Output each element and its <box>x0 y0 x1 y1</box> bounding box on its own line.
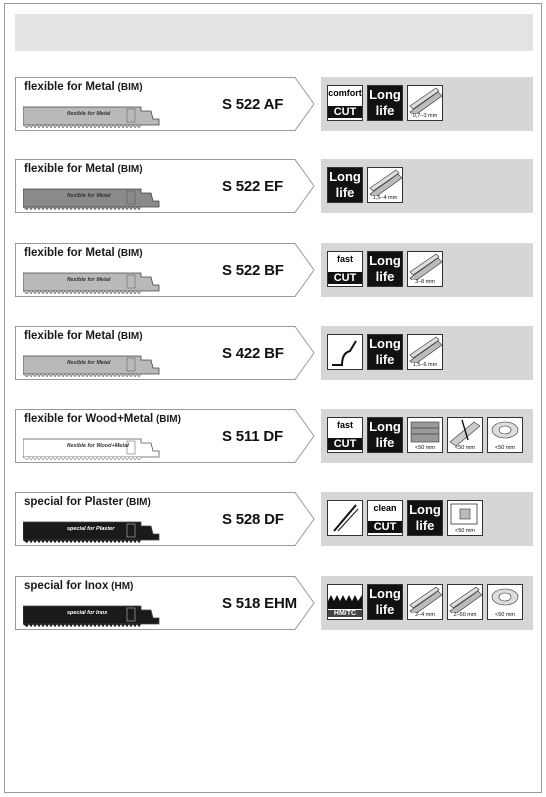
thickness-caption: <50 mm <box>414 445 436 451</box>
blade-code: S 522 EF <box>222 178 283 195</box>
plaster-icon <box>327 500 363 536</box>
material-text: (BIM) <box>123 497 151 508</box>
metal-icon <box>407 85 443 121</box>
board-icon <box>447 500 483 536</box>
feature-text-bottom: life <box>415 518 435 533</box>
blade-row <box>15 409 533 463</box>
long-life-icon <box>367 417 403 453</box>
hm-icon <box>327 584 363 620</box>
blade-print-text: flexible for Metal <box>67 111 111 117</box>
feature-text-bottom: CUT <box>328 106 362 118</box>
thickness-caption: 2–50 mm <box>453 612 477 618</box>
feature-text-top: Long <box>369 586 401 601</box>
long-life-icon <box>327 167 363 203</box>
material-text: (BIM) <box>114 331 143 342</box>
blade-print-text: flexible for Wood+Metal <box>67 443 129 449</box>
blade-family <box>24 247 143 259</box>
feature-text-top: fast <box>336 420 353 430</box>
feature-text-top: Long <box>369 336 401 351</box>
long-life-icon <box>367 334 403 370</box>
saw-blade-image <box>23 97 163 138</box>
family-text: flexible for Metal <box>24 247 115 259</box>
blade-family <box>24 163 143 175</box>
curve-icon <box>327 334 363 370</box>
feature-icons <box>321 243 533 297</box>
long-life-icon <box>407 500 443 536</box>
saw-blade-image <box>23 263 163 304</box>
feature-text-bottom: HM/TC <box>328 610 362 617</box>
blade-code: S 511 DF <box>222 428 283 445</box>
epoxy-icon <box>487 417 523 453</box>
thickness-caption: <50 mm <box>454 445 476 451</box>
saw-blade-image <box>23 512 163 553</box>
feature-text-top: fast <box>336 254 353 264</box>
blade-row <box>15 576 533 630</box>
catalog-page <box>4 3 542 793</box>
blade-row <box>15 159 533 213</box>
feature-text-bottom: life <box>375 435 395 450</box>
long-life-icon <box>367 251 403 287</box>
blade-row <box>15 243 533 297</box>
metal-icon <box>367 167 403 203</box>
cut-feature-icon <box>327 85 363 121</box>
blade-label-box <box>15 77 315 131</box>
metal-icon <box>407 251 443 287</box>
blade-family <box>24 413 181 425</box>
blade-code: S 528 DF <box>222 511 284 528</box>
cut-feature-icon <box>327 251 363 287</box>
thickness-caption: 2–4 mm <box>415 612 435 618</box>
blade-print-text: special for Plaster <box>67 526 115 532</box>
tube-icon <box>447 584 483 620</box>
cut-feature-icon <box>367 500 403 536</box>
material-text: (BIM) <box>114 82 143 93</box>
family-text: flexible for Wood+Metal <box>24 413 154 425</box>
thickness-caption: <50 mm <box>494 445 516 451</box>
family-text: flexible for Metal <box>24 81 115 93</box>
feature-text-bottom: life <box>375 269 395 284</box>
feature-text-top: Long <box>369 253 401 268</box>
thickness-caption: 0,7–3 mm <box>412 113 438 119</box>
feature-icons <box>321 409 533 463</box>
family-text: special for Plaster <box>24 496 124 508</box>
feature-text-bottom: CUT <box>328 272 362 284</box>
metal-icon <box>407 334 443 370</box>
blade-label-box <box>15 576 315 630</box>
wood-icon <box>407 417 443 453</box>
blade-family <box>24 81 143 93</box>
blade-print-text: flexible for Metal <box>67 193 111 199</box>
feature-icons <box>321 326 533 380</box>
saw-blade-image <box>23 346 163 387</box>
feature-text-bottom: CUT <box>328 438 362 450</box>
blade-print-text: flexible for Metal <box>67 277 111 283</box>
blade-family <box>24 496 151 508</box>
feature-text-top: Long <box>409 502 441 517</box>
feature-text-top: Long <box>329 169 361 184</box>
feature-icons <box>321 492 533 546</box>
blade-row <box>15 326 533 380</box>
blade-label-box <box>15 409 315 463</box>
feature-text-top: Long <box>369 87 401 102</box>
blade-code: S 522 AF <box>222 96 284 113</box>
blade-print-text: flexible for Metal <box>67 360 111 366</box>
long-life-icon <box>367 85 403 121</box>
family-text: flexible for Metal <box>24 330 115 342</box>
blade-label-box <box>15 492 315 546</box>
blade-label-box <box>15 243 315 297</box>
family-text: flexible for Metal <box>24 163 115 175</box>
material-text: (BIM) <box>153 414 181 425</box>
thickness-caption: 1,5–6 mm <box>412 362 438 368</box>
blade-family <box>24 330 143 342</box>
feature-text-top: comfort <box>328 88 362 98</box>
saw-blade-image <box>23 596 163 637</box>
feature-icons <box>321 77 533 131</box>
feature-icons <box>321 159 533 213</box>
blade-label-box <box>15 326 315 380</box>
blade-code: S 522 BF <box>222 262 284 279</box>
saw-blade-image <box>23 429 163 470</box>
thickness-caption: 1,5–4 mm <box>372 195 398 201</box>
material-text: (HM) <box>108 581 134 592</box>
feature-text-top: clean <box>373 503 397 513</box>
feature-text-bottom: life <box>335 185 355 200</box>
blade-row <box>15 77 533 131</box>
blade-print-text: special for Inox <box>67 610 108 616</box>
feature-icons <box>321 576 533 630</box>
blade-code: S 422 BF <box>222 345 284 362</box>
cut-feature-icon <box>327 417 363 453</box>
feature-text-bottom: life <box>375 352 395 367</box>
feature-text-bottom: life <box>375 602 395 617</box>
metal-icon <box>407 584 443 620</box>
material-text: (BIM) <box>114 248 143 259</box>
thickness-caption: 3–8 mm <box>415 279 435 285</box>
blade-label-box <box>15 159 315 213</box>
nail-icon <box>447 417 483 453</box>
material-text: (BIM) <box>114 164 143 175</box>
blade-family <box>24 580 133 592</box>
blade-code: S 518 EHM <box>222 595 297 612</box>
thickness-caption: <50 mm <box>454 528 476 534</box>
feature-text-bottom: life <box>375 103 395 118</box>
saw-blade-image <box>23 179 163 220</box>
header-bar <box>15 14 533 51</box>
blade-row <box>15 492 533 546</box>
thickness-caption: <50 mm <box>494 612 516 618</box>
feature-text-bottom: CUT <box>368 521 402 533</box>
family-text: special for Inox <box>24 580 109 592</box>
long-life-icon <box>367 584 403 620</box>
feature-text-top: Long <box>369 419 401 434</box>
epoxy-icon <box>487 584 523 620</box>
